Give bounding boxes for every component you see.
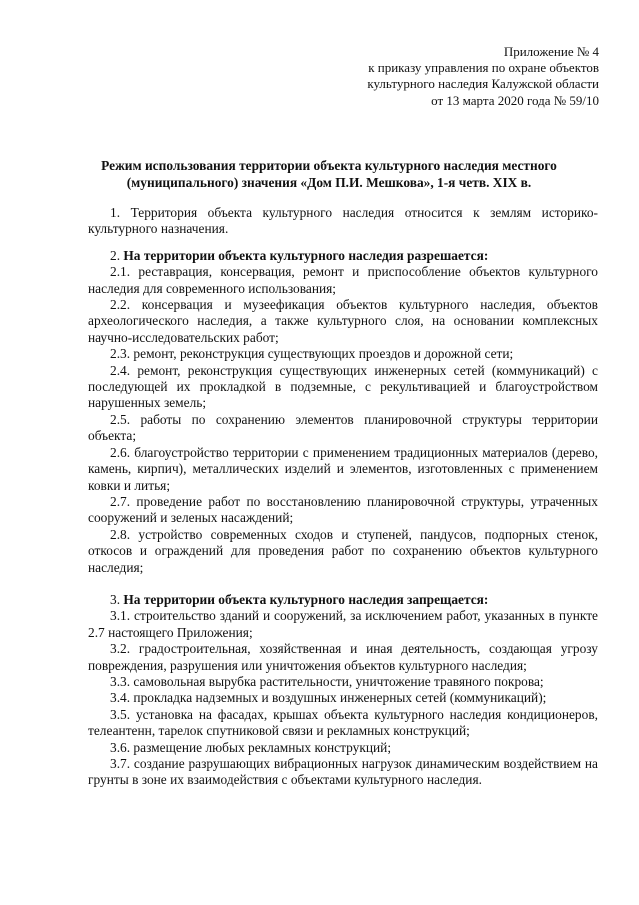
item-2-4: 2.4. ремонт, реконструкция существующих инженерных сетей (коммуникаций) с последующей их прокладкой в подземные, с рекультивацией и благоустройством нарушенных земель;: [88, 362, 598, 411]
section-2-heading: [88, 248, 598, 264]
item-3-5: 3.5. установка на фасадах, крышах объекта культурного наследия кондиционеров, телеантенн, тарелок спутниковой связи и рекламных конструкций;: [88, 706, 598, 739]
appendix-line: культурного наследия Калужской области: [367, 76, 599, 92]
section-number: 2.: [110, 247, 124, 263]
section-3-heading: [88, 592, 598, 608]
appendix-block: [279, 44, 599, 109]
appendix-line: от 13 марта 2020 года № 59/10: [431, 92, 599, 108]
document-body: [88, 205, 598, 789]
item-2-1: 2.1. реставрация, консервация, ремонт и приспособление объектов культурного наследия для современного использования;: [88, 264, 598, 296]
item-3-6: 3.6. размещение любых рекламных конструкций;: [110, 739, 392, 755]
item-2-8: 2.8. устройство современных сходов и ступеней, пандусов, подпорных стенок, откосов и ограждений для проведения работ по сохранению объектов культурного наследия;: [88, 526, 598, 575]
item-3-1: 3.1. строительство зданий и сооружений, за исключением работ, указанных в пункте 2.7 настоящего Приложения;: [88, 608, 598, 640]
appendix-line: Приложение № 4: [503, 44, 599, 59]
item-2-6: 2.6. благоустройство территории с применением традиционных материалов (дерево, камень, кирпич), металлических изделий и элементов, изготовленных с применением ковки и литья;: [88, 444, 598, 493]
appendix-line: к приказу управления по охране объектов: [368, 60, 599, 76]
item-3-3: 3.3. самовольная вырубка растительности, уничтожение травяного покрова;: [110, 673, 544, 689]
section-heading-text: На территории объекта культурного наследия запрещается:: [123, 591, 489, 607]
item-2-2: 2.2. консервация и музеефикация объектов культурного наследия, объектов археологического наследия, а также культурного слоя, на основании комплексных научно-исследовательских работ;: [88, 297, 598, 345]
title-line: (муниципального) значения «Дом П.И. Мешкова», 1-я четв. XIX в.: [126, 175, 532, 190]
item-3-4: 3.4. прокладка надземных и воздушных инженерных сетей (коммуникаций);: [110, 690, 547, 706]
item-2-7: 2.7. проведение работ по восстановлению планировочной структуры, утраченных сооружений и зеленых насаждений;: [88, 493, 598, 526]
section-number: 3.: [110, 591, 124, 607]
item-2-5: 2.5. работы по сохранению элементов планировочной структуры территории объекта;: [88, 411, 598, 444]
document-title: [60, 157, 598, 191]
title-line: Режим использования территории объекта культурного наследия местного: [101, 158, 557, 173]
item-2-3: 2.3. ремонт, реконструкция существующих проездов и дорожной сети;: [110, 346, 514, 362]
section-heading-text: На территории объекта культурного наследия разрешается:: [123, 247, 489, 263]
paragraph-1: 1. Территория объекта культурного наследия относится к землям историко-культурного назначения.: [88, 205, 598, 237]
item-3-2: 3.2. градостроительная, хозяйственная и иная деятельность, создающая угрозу повреждения, разрушения или уничтожения объектов культурного наследия;: [88, 641, 598, 673]
item-3-7: 3.7. создание разрушающих вибрационных нагрузок динамическим воздействием на грунты в зоне их взаимодействия с объектами культурного наследия.: [88, 756, 598, 788]
